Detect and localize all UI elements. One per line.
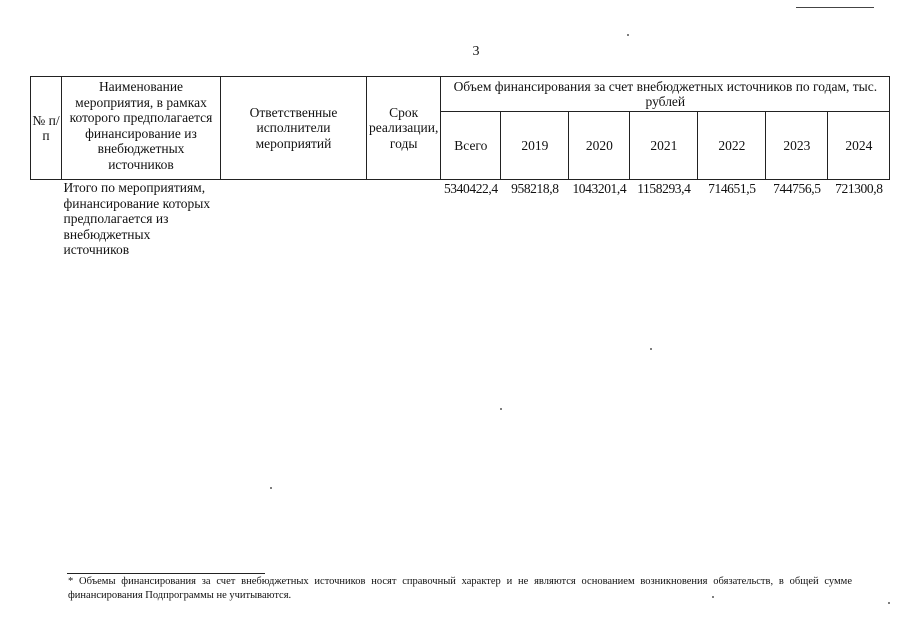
header-term: Срок реализации, годы (367, 77, 441, 180)
footnote-rule (67, 573, 265, 574)
year-value: 958218,8 (511, 181, 559, 196)
header-year: 2024 (828, 112, 890, 180)
total-value: 5340422,4 (443, 181, 498, 196)
header-year: 2021 (630, 112, 698, 180)
scan-speck (270, 487, 272, 489)
year-value: 714651,5 (708, 181, 756, 196)
top-rule (796, 7, 874, 8)
header-event-name: Наименование мероприятия, в рамках которого предполагается финансирование из внебюджетных источников (62, 77, 221, 180)
year-value: 1158293,4 (637, 181, 691, 196)
scan-speck (627, 34, 629, 36)
footnote: * Объемы финансирования за счет внебюджетных источников носят справочный характер и не являются основанием возникновения обязательств, в общей сумме финансирования Подпрограммы не учитываются. (68, 576, 852, 601)
header-executors: Ответственные исполнители мероприятий (221, 77, 367, 180)
scan-speck (712, 596, 714, 598)
year-value: 721300,8 (835, 181, 883, 196)
financing-table (30, 76, 890, 258)
header-year: 2023 (766, 112, 828, 180)
header-year: 2019 (501, 112, 569, 180)
header-year: 2020 (569, 112, 630, 180)
header-total: Всего (441, 112, 501, 180)
header-number: № п/п (31, 77, 62, 180)
year-value: 1043201,4 (572, 181, 627, 196)
total-term-cell (367, 180, 441, 258)
table-row-total (31, 180, 890, 258)
total-executors-cell (221, 180, 367, 258)
scan-speck (888, 602, 890, 604)
total-label: Итого по мероприятиям, финансирование которых предполагается из внебюджетных источников (63, 180, 211, 257)
scan-speck (650, 348, 652, 350)
header-year: 2022 (698, 112, 766, 180)
year-value: 744756,5 (773, 181, 821, 196)
total-number-cell (31, 180, 62, 258)
scan-speck (500, 408, 502, 410)
page-number: 3 (472, 44, 480, 59)
header-funding-group: Объем финансирования за счет внебюджетных источников по годам, тыс. рублей (441, 77, 890, 112)
